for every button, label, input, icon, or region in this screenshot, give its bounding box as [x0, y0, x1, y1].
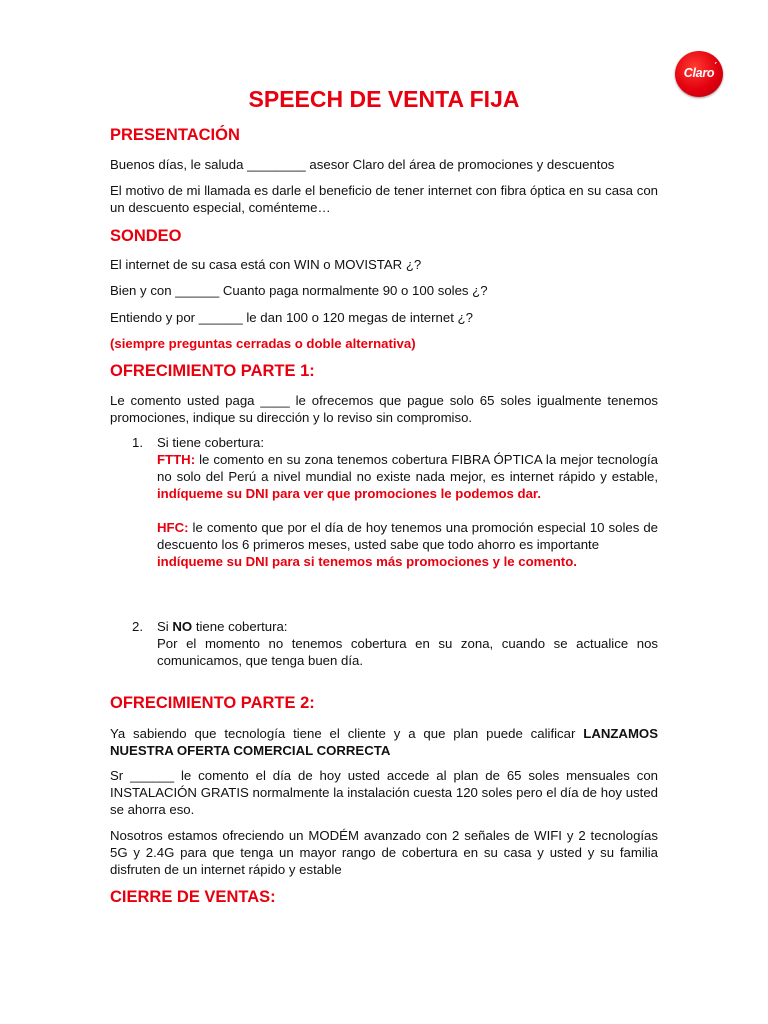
sondeo-p3: Entiendo y por ______ le dan 100 o 120 megas de internet ¿? [110, 310, 473, 325]
heading-oferta2: OFRECIMIENTO PARTE 2: [110, 694, 315, 712]
sondeo-note: (siempre preguntas cerradas o doble alternativa) [110, 336, 416, 351]
hfc-label: HFC: [157, 520, 189, 535]
label-no: NO [172, 619, 193, 634]
ftth-cta: indíqueme su DNI para ver que promociones le podemos dar. [157, 486, 541, 501]
oferta2-p1-text: Ya sabiendo que tecnología tiene el cliente y a que plan puede calificar [110, 726, 584, 741]
oferta2-p1 [110, 725, 658, 759]
list-item-body [157, 618, 658, 669]
hfc-paragraph [157, 519, 658, 553]
oferta2-p1-bold: LANZAMOS NUESTRA OFERTA COMERCIAL CORRECTA [110, 726, 658, 758]
list-number: 1. [132, 435, 143, 450]
document-title: SPEECH DE VENTA FIJA [248, 86, 520, 112]
heading-sondeo: SONDEO [110, 227, 182, 245]
oferta1-intro: Le comento usted paga ____ le ofrecemos que pague solo 65 soles igualmente tenemos promociones, indique su dirección y lo reviso sin compromiso. [110, 393, 658, 425]
hfc-cta: indíqueme su DNI para si tenemos más promociones y le comento. [157, 554, 577, 569]
list-item-body [157, 434, 658, 570]
hfc-text: le comento que por el día de hoy tenemos una promoción especial 10 soles de descuento los 6 primeros meses, usted sabe que todo ahorro es importante [157, 520, 658, 552]
presentacion-p1: Buenos días, le saluda ________ asesor Claro del área de promociones y descuentos [110, 157, 615, 172]
sin-cobertura-text: Por el momento no tenemos cobertura en su zona, cuando se actualice nos comunicamos, que tenga buen día. [157, 636, 658, 668]
sondeo-p1: El internet de su casa está con WIN o MOVISTAR ¿? [110, 257, 422, 272]
oferta2-p3: Nosotros estamos ofreciendo un MODÉM avanzado con 2 señales de WIFI y 2 tecnologías 5G y 2.4G para que tenga un mayor rango de cobertura en su casa y usted y su familia disfruten de un internet rápido y estable [110, 828, 658, 877]
sondeo-p2: Bien y con ______ Cuanto paga normalmente 90 o 100 soles ¿? [110, 283, 488, 298]
oferta2-p2: Sr ______ le comento el día de hoy usted accede al plan de 65 soles mensuales con INSTALACIÓN GRATIS normalmente la instalación cuesta 120 soles pero el día de hoy usted se ahorra eso. [110, 768, 658, 817]
logo-rays: ' [712, 59, 717, 70]
cobertura-label: Si tiene cobertura: [157, 435, 265, 450]
heading-presentacion: PRESENTACIÓN [110, 126, 240, 144]
ftth-text: le comento en su zona tenemos cobertura FIBRA ÓPTICA la mejor tecnología no solo del Perú a nivel mundial no existe nada mejor, es internet rápido y estable, [157, 452, 658, 484]
ftth-label: FTTH: [157, 452, 196, 467]
logo-text: Claro [683, 66, 715, 80]
label-post: tiene cobertura: [192, 619, 288, 634]
list-number: 2. [132, 619, 143, 634]
presentacion-p2: El motivo de mi llamada es darle el beneficio de tener internet con fibra óptica en su casa con un descuento especial, coménteme… [110, 183, 658, 215]
ftth-paragraph [157, 451, 658, 502]
label-pre: Si [157, 619, 173, 634]
heading-oferta1: OFRECIMIENTO PARTE 1: [110, 362, 315, 380]
heading-cierre: CIERRE DE VENTAS: [110, 888, 276, 906]
claro-logo [675, 51, 723, 97]
sin-cobertura-label [157, 618, 658, 635]
